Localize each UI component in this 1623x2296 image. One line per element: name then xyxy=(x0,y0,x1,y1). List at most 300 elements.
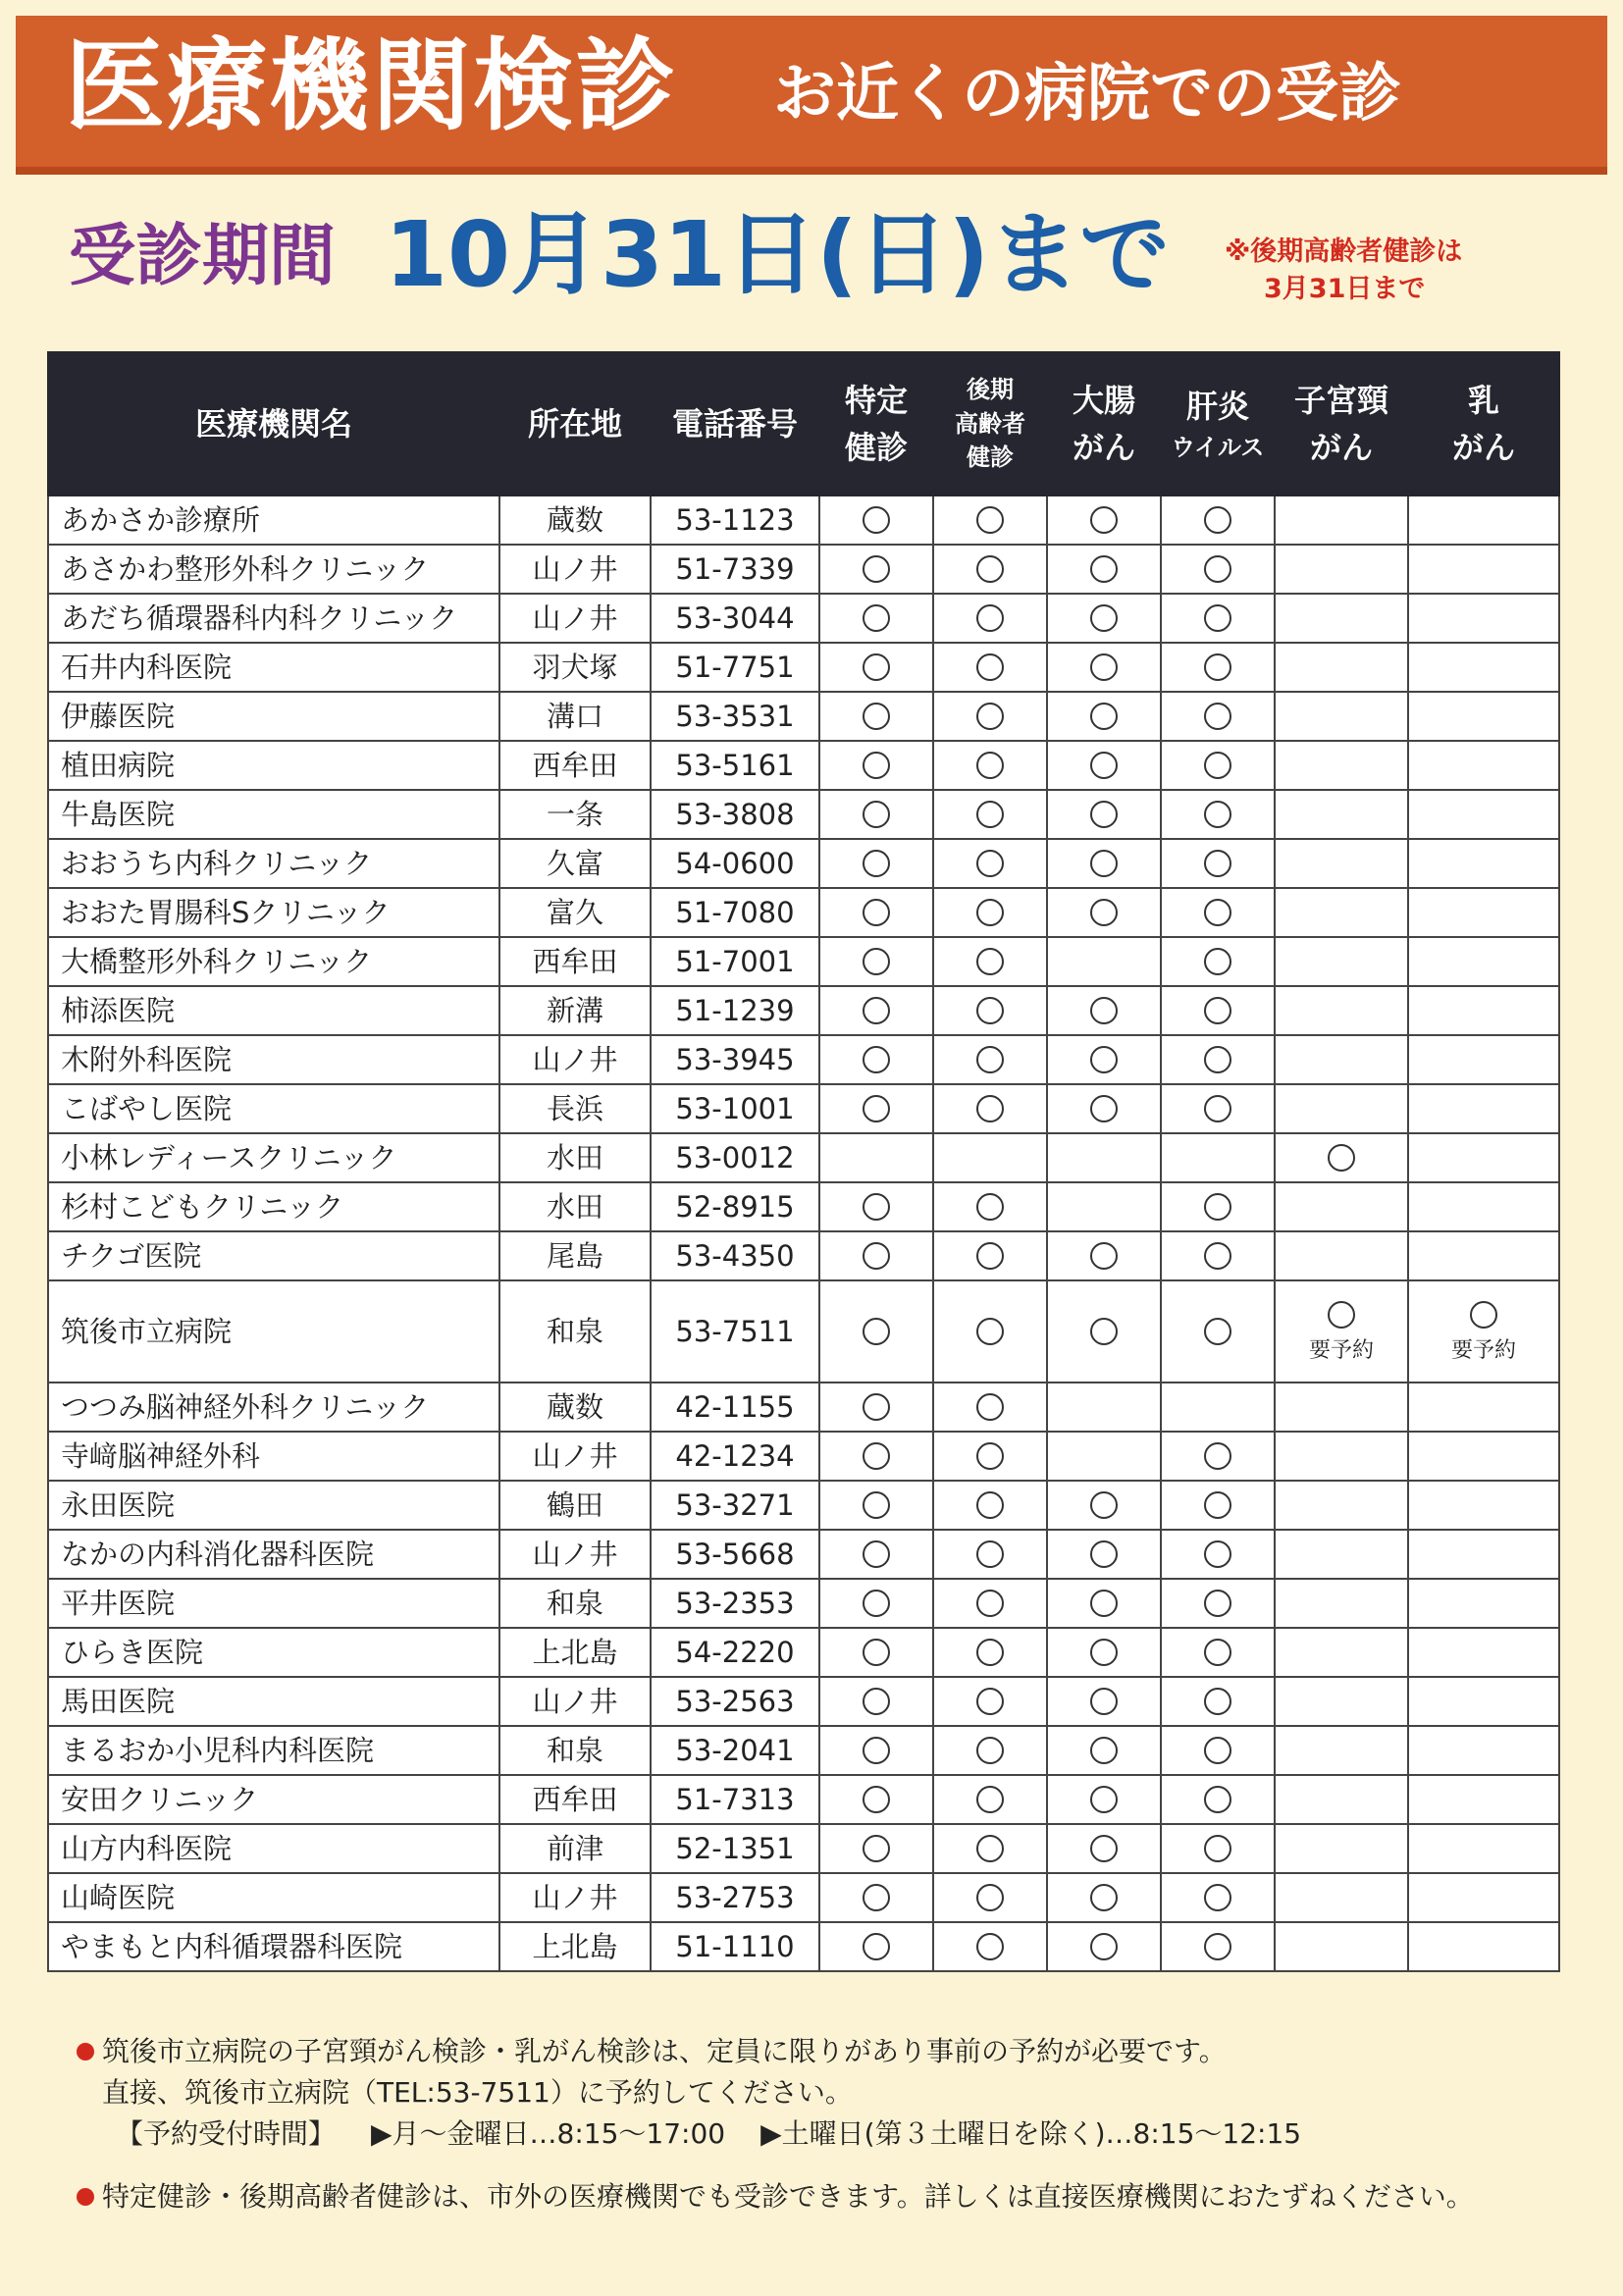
cell-kouki xyxy=(933,741,1047,790)
clinic-location: 長浜 xyxy=(499,1084,651,1133)
cell-daicho xyxy=(1047,1873,1161,1922)
period-date: 10月31日(日)まで xyxy=(385,202,1171,307)
available-mark-icon xyxy=(863,1442,890,1470)
table-body xyxy=(48,496,1559,1971)
available-mark-icon xyxy=(976,1242,1004,1270)
cell-kouki xyxy=(933,1280,1047,1383)
available-mark-icon xyxy=(863,653,890,681)
available-mark-icon xyxy=(863,1688,890,1715)
cell-tokutei xyxy=(819,790,933,839)
cell-tokutei xyxy=(819,1628,933,1677)
cell-kouki xyxy=(933,1035,1047,1084)
cell-kouki xyxy=(933,1481,1047,1530)
cell-shikyu xyxy=(1275,594,1408,643)
cell-nyu xyxy=(1408,1824,1559,1873)
clinic-phone: 53-3271 xyxy=(651,1481,819,1530)
table-row xyxy=(48,1133,1559,1182)
table-row xyxy=(48,1280,1559,1383)
clinic-phone: 42-1234 xyxy=(651,1432,819,1481)
cell-shikyu xyxy=(1275,790,1408,839)
cell-kanen xyxy=(1161,1133,1275,1182)
cell-shikyu xyxy=(1275,839,1408,888)
cell-daicho xyxy=(1047,692,1161,741)
clinic-location: 蔵数 xyxy=(499,496,651,545)
available-mark-icon xyxy=(1090,703,1118,730)
cell-kouki xyxy=(933,1726,1047,1775)
clinic-location: 西牟田 xyxy=(499,937,651,986)
cell-kouki xyxy=(933,1628,1047,1677)
available-mark-icon xyxy=(1090,801,1118,828)
cell-kanen xyxy=(1161,594,1275,643)
available-mark-icon xyxy=(1090,506,1118,534)
cell-shikyu xyxy=(1275,496,1408,545)
available-mark-icon xyxy=(863,1933,890,1960)
cell-tokutei xyxy=(819,1873,933,1922)
available-mark-icon xyxy=(1204,1193,1231,1221)
cell-kanen xyxy=(1161,643,1275,692)
available-mark-icon xyxy=(1204,653,1231,681)
table-row xyxy=(48,1677,1559,1726)
available-mark-icon xyxy=(976,555,1004,583)
cell-nyu xyxy=(1408,1432,1559,1481)
available-mark-icon xyxy=(863,1095,890,1122)
cell-tokutei xyxy=(819,937,933,986)
available-mark-icon xyxy=(1328,1144,1355,1172)
cell-tokutei xyxy=(819,1035,933,1084)
cell-nyu xyxy=(1408,741,1559,790)
cell-tokutei xyxy=(819,1182,933,1231)
available-mark-icon xyxy=(1204,1242,1231,1270)
cell-nyu xyxy=(1408,790,1559,839)
table-row xyxy=(48,1182,1559,1231)
available-mark-icon xyxy=(976,752,1004,779)
cell-kanen xyxy=(1161,1775,1275,1824)
available-mark-icon xyxy=(863,1786,890,1813)
cell-shikyu xyxy=(1275,1677,1408,1726)
cell-daicho xyxy=(1047,1530,1161,1579)
clinic-phone: 53-5161 xyxy=(651,741,819,790)
cell-shikyu xyxy=(1275,1280,1408,1383)
cell-kouki xyxy=(933,1775,1047,1824)
cell-tokutei xyxy=(819,643,933,692)
cell-kouki xyxy=(933,1432,1047,1481)
cell-nyu xyxy=(1408,1677,1559,1726)
available-mark-icon xyxy=(1204,555,1231,583)
clinic-phone: 51-7080 xyxy=(651,888,819,937)
cell-daicho xyxy=(1047,1775,1161,1824)
available-mark-icon xyxy=(1204,948,1231,975)
cell-shikyu xyxy=(1275,692,1408,741)
cell-tokutei xyxy=(819,1579,933,1628)
table-row xyxy=(48,986,1559,1035)
cell-nyu xyxy=(1408,1383,1559,1432)
cell-daicho xyxy=(1047,1579,1161,1628)
header-tokutei: 特定 健診 xyxy=(819,352,933,496)
clinic-name: なかの内科消化器科医院 xyxy=(48,1530,499,1579)
cell-tokutei xyxy=(819,986,933,1035)
cell-daicho xyxy=(1047,545,1161,594)
available-mark-icon xyxy=(1204,604,1231,632)
available-mark-icon xyxy=(863,1737,890,1764)
cell-tokutei xyxy=(819,839,933,888)
cell-kouki xyxy=(933,888,1047,937)
table-row xyxy=(48,839,1559,888)
available-mark-icon xyxy=(1090,1491,1118,1519)
clinic-phone: 42-1155 xyxy=(651,1383,819,1432)
cell-tokutei xyxy=(819,1481,933,1530)
cell-kanen xyxy=(1161,1922,1275,1971)
cell-tokutei xyxy=(819,1280,933,1383)
cell-kouki xyxy=(933,1922,1047,1971)
cell-nyu xyxy=(1408,1530,1559,1579)
available-mark-icon xyxy=(863,1242,890,1270)
cell-nyu xyxy=(1408,692,1559,741)
cell-shikyu xyxy=(1275,1133,1408,1182)
cell-daicho xyxy=(1047,643,1161,692)
cell-nyu xyxy=(1408,1280,1559,1383)
cell-kouki xyxy=(933,1231,1047,1280)
cell-nyu xyxy=(1408,1873,1559,1922)
clinic-name: 山方内科医院 xyxy=(48,1824,499,1873)
cell-tokutei xyxy=(819,496,933,545)
cell-kanen xyxy=(1161,692,1275,741)
clinic-location: 山ノ井 xyxy=(499,1432,651,1481)
clinic-location: 上北島 xyxy=(499,1922,651,1971)
cell-nyu xyxy=(1408,1726,1559,1775)
cell-shikyu xyxy=(1275,1775,1408,1824)
cell-kouki xyxy=(933,1530,1047,1579)
table-row xyxy=(48,1775,1559,1824)
available-mark-icon xyxy=(863,801,890,828)
clinic-table xyxy=(47,351,1560,1972)
available-mark-icon xyxy=(1204,1046,1231,1073)
available-mark-icon xyxy=(1090,1737,1118,1764)
cell-tokutei xyxy=(819,545,933,594)
table-row xyxy=(48,1628,1559,1677)
header-location: 所在地 xyxy=(499,352,651,496)
available-mark-icon xyxy=(1090,555,1118,583)
cell-kouki xyxy=(933,1677,1047,1726)
page-subtitle: お近くの病院での受診 xyxy=(773,58,1401,130)
clinic-name: 杉村こどもクリニック xyxy=(48,1182,499,1231)
clinic-location: 和泉 xyxy=(499,1579,651,1628)
cell-tokutei xyxy=(819,594,933,643)
available-mark-icon xyxy=(976,1835,1004,1862)
cell-kanen xyxy=(1161,1677,1275,1726)
cell-kouki xyxy=(933,1182,1047,1231)
kouki-period-note xyxy=(1225,234,1529,309)
cell-nyu xyxy=(1408,1579,1559,1628)
available-mark-icon xyxy=(976,1688,1004,1715)
reservation-hours: 【予約受付時間】 ▶月～金曜日…8:15～17:00 ▶土曜日(第３土曜日を除く)…8:15～12:15 xyxy=(116,2117,1302,2150)
cell-kanen xyxy=(1161,1481,1275,1530)
clinic-location: 前津 xyxy=(499,1824,651,1873)
clinic-location: 久富 xyxy=(499,839,651,888)
clinic-location: 西牟田 xyxy=(499,741,651,790)
available-mark-icon xyxy=(863,997,890,1024)
table-row xyxy=(48,790,1559,839)
clinic-phone: 54-2220 xyxy=(651,1628,819,1677)
cell-kouki xyxy=(933,1084,1047,1133)
cell-nyu xyxy=(1408,937,1559,986)
available-mark-icon xyxy=(976,801,1004,828)
available-mark-icon xyxy=(976,899,1004,926)
clinic-phone: 53-3531 xyxy=(651,692,819,741)
table-row xyxy=(48,1530,1559,1579)
table-row xyxy=(48,1035,1559,1084)
cell-shikyu xyxy=(1275,1824,1408,1873)
cell-shikyu xyxy=(1275,1579,1408,1628)
available-mark-icon xyxy=(1090,1046,1118,1073)
available-mark-icon xyxy=(976,653,1004,681)
clinic-phone: 53-3945 xyxy=(651,1035,819,1084)
available-mark-icon xyxy=(863,1884,890,1911)
cell-shikyu xyxy=(1275,545,1408,594)
cell-daicho xyxy=(1047,1035,1161,1084)
cell-tokutei xyxy=(819,1432,933,1481)
cell-daicho xyxy=(1047,594,1161,643)
clinic-name: 植田病院 xyxy=(48,741,499,790)
table-row xyxy=(48,692,1559,741)
available-mark-icon xyxy=(976,1786,1004,1813)
table-row xyxy=(48,1481,1559,1530)
cell-kanen xyxy=(1161,1280,1275,1383)
clinic-location: 水田 xyxy=(499,1133,651,1182)
clinic-location: 鶴田 xyxy=(499,1481,651,1530)
available-mark-icon xyxy=(976,1540,1004,1568)
table-row xyxy=(48,1383,1559,1432)
clinic-phone: 51-7339 xyxy=(651,545,819,594)
cell-daicho xyxy=(1047,1677,1161,1726)
available-mark-icon xyxy=(1090,653,1118,681)
note-reservation: 筑後市立病院の子宮頸がん検診・乳がん検診は、定員に限りがあり事前の予約が必要です。 直接、筑後市立病院（TEL:53-7511）に予約してください。 【予約受付時間】 ▶月～金曜日…8:15～17:00 ▶土曜日(第３土曜日を除く)…8:15～12:15 xyxy=(77,2031,1568,2155)
available-mark-icon xyxy=(1204,1639,1231,1666)
clinic-location: 山ノ井 xyxy=(499,594,651,643)
clinic-location: 山ノ井 xyxy=(499,1677,651,1726)
available-mark-icon xyxy=(863,948,890,975)
cell-nyu xyxy=(1408,496,1559,545)
table-row xyxy=(48,1579,1559,1628)
available-mark-icon xyxy=(1090,752,1118,779)
cell-kanen xyxy=(1161,741,1275,790)
header-nyu: 乳 がん xyxy=(1408,352,1559,496)
available-mark-icon xyxy=(1204,1442,1231,1470)
clinic-name: まるおか小児科内科医院 xyxy=(48,1726,499,1775)
cell-nyu xyxy=(1408,1922,1559,1971)
header-phone: 電話番号 xyxy=(651,352,819,496)
cell-kanen xyxy=(1161,1231,1275,1280)
cell-kouki xyxy=(933,986,1047,1035)
available-mark-icon xyxy=(863,703,890,730)
bullet-icon xyxy=(77,2043,94,2061)
cell-kanen xyxy=(1161,790,1275,839)
cell-tokutei xyxy=(819,1775,933,1824)
clinic-location: 西牟田 xyxy=(499,1775,651,1824)
clinic-location: 山ノ井 xyxy=(499,1035,651,1084)
clinic-name: やまもと内科循環器科医院 xyxy=(48,1922,499,1971)
header-kanen: 肝炎 ウイルス xyxy=(1161,352,1275,496)
cell-daicho xyxy=(1047,790,1161,839)
table-row xyxy=(48,1873,1559,1922)
cell-shikyu xyxy=(1275,986,1408,1035)
title-banner xyxy=(16,16,1607,175)
reservation-required-note: 要予約 xyxy=(1450,1338,1516,1363)
available-mark-icon xyxy=(976,1393,1004,1421)
cell-nyu xyxy=(1408,839,1559,888)
cell-shikyu xyxy=(1275,643,1408,692)
cell-daicho xyxy=(1047,1628,1161,1677)
cell-tokutei xyxy=(819,1824,933,1873)
available-mark-icon xyxy=(863,1590,890,1617)
available-mark-icon xyxy=(1204,1786,1231,1813)
available-mark-icon xyxy=(863,1393,890,1421)
table-row xyxy=(48,1084,1559,1133)
table-row xyxy=(48,741,1559,790)
bullet-icon xyxy=(77,2188,94,2206)
available-mark-icon xyxy=(1204,1590,1231,1617)
cell-nyu xyxy=(1408,888,1559,937)
available-mark-icon xyxy=(1090,850,1118,877)
cell-daicho xyxy=(1047,741,1161,790)
clinic-location: 溝口 xyxy=(499,692,651,741)
cell-daicho xyxy=(1047,937,1161,986)
available-mark-icon xyxy=(976,1933,1004,1960)
clinic-phone: 53-4350 xyxy=(651,1231,819,1280)
available-mark-icon xyxy=(976,1590,1004,1617)
notes xyxy=(77,2031,1568,2218)
available-mark-icon xyxy=(976,1442,1004,1470)
cell-shikyu xyxy=(1275,1231,1408,1280)
cell-shikyu xyxy=(1275,1084,1408,1133)
available-mark-icon xyxy=(976,1737,1004,1764)
available-mark-icon xyxy=(976,604,1004,632)
page-title: 医療機関検診 xyxy=(65,28,677,145)
available-mark-icon xyxy=(863,1318,890,1345)
cell-kanen xyxy=(1161,1035,1275,1084)
clinic-name: ひらき医院 xyxy=(48,1628,499,1677)
header-daicho: 大腸 がん xyxy=(1047,352,1161,496)
clinic-location: 一条 xyxy=(499,790,651,839)
cell-kanen xyxy=(1161,1432,1275,1481)
header-name: 医療機関名 xyxy=(48,352,499,496)
available-mark-icon xyxy=(1204,1688,1231,1715)
cell-kouki xyxy=(933,692,1047,741)
clinic-location: 山ノ井 xyxy=(499,1530,651,1579)
cell-nyu xyxy=(1408,1133,1559,1182)
clinic-phone: 53-3044 xyxy=(651,594,819,643)
cell-daicho xyxy=(1047,888,1161,937)
cell-shikyu xyxy=(1275,1481,1408,1530)
available-mark-icon xyxy=(1090,899,1118,926)
cell-kouki xyxy=(933,594,1047,643)
cell-daicho xyxy=(1047,839,1161,888)
clinic-phone: 53-2753 xyxy=(651,1873,819,1922)
cell-nyu xyxy=(1408,1035,1559,1084)
available-mark-icon xyxy=(1090,1540,1118,1568)
clinic-name: おおた胃腸科Sクリニック xyxy=(48,888,499,937)
available-mark-icon xyxy=(1204,703,1231,730)
cell-kanen xyxy=(1161,1530,1275,1579)
available-mark-icon xyxy=(1204,506,1231,534)
clinic-location: 新溝 xyxy=(499,986,651,1035)
kouki-note-line1: ※後期高齢者健診は xyxy=(1225,236,1463,267)
cell-nyu xyxy=(1408,1182,1559,1231)
clinic-phone: 53-5668 xyxy=(651,1530,819,1579)
table-row xyxy=(48,1432,1559,1481)
available-mark-icon xyxy=(976,997,1004,1024)
available-mark-icon xyxy=(1090,604,1118,632)
kouki-note-line2: 3月31日まで xyxy=(1264,274,1426,305)
clinic-location: 和泉 xyxy=(499,1280,651,1383)
clinic-phone: 52-1351 xyxy=(651,1824,819,1873)
available-mark-icon xyxy=(976,1639,1004,1666)
available-mark-icon xyxy=(1204,1095,1231,1122)
cell-kanen xyxy=(1161,937,1275,986)
cell-tokutei xyxy=(819,741,933,790)
available-mark-icon xyxy=(1090,1786,1118,1813)
clinic-name: 伊藤医院 xyxy=(48,692,499,741)
cell-daicho xyxy=(1047,986,1161,1035)
cell-kanen xyxy=(1161,888,1275,937)
available-mark-icon xyxy=(863,1193,890,1221)
cell-kanen xyxy=(1161,1824,1275,1873)
available-mark-icon xyxy=(1470,1301,1497,1329)
cell-shikyu xyxy=(1275,1873,1408,1922)
table-row xyxy=(48,545,1559,594)
cell-daicho xyxy=(1047,1824,1161,1873)
clinic-location: 富久 xyxy=(499,888,651,937)
available-mark-icon xyxy=(1090,1835,1118,1862)
available-mark-icon xyxy=(863,850,890,877)
cell-shikyu xyxy=(1275,1035,1408,1084)
cell-nyu xyxy=(1408,594,1559,643)
table-row xyxy=(48,1824,1559,1873)
cell-nyu xyxy=(1408,1481,1559,1530)
clinic-phone: 53-1123 xyxy=(651,496,819,545)
cell-kouki xyxy=(933,1383,1047,1432)
period-label: 受診期間 xyxy=(69,218,337,295)
cell-tokutei xyxy=(819,1084,933,1133)
cell-shikyu xyxy=(1275,937,1408,986)
cell-kanen xyxy=(1161,1579,1275,1628)
clinic-name: 安田クリニック xyxy=(48,1775,499,1824)
clinic-location: 羽犬塚 xyxy=(499,643,651,692)
table-row xyxy=(48,1231,1559,1280)
clinic-name: 山崎医院 xyxy=(48,1873,499,1922)
cell-kouki xyxy=(933,839,1047,888)
available-mark-icon xyxy=(976,948,1004,975)
clinic-phone: 53-0012 xyxy=(651,1133,819,1182)
cell-nyu xyxy=(1408,986,1559,1035)
cell-daicho xyxy=(1047,496,1161,545)
available-mark-icon xyxy=(1204,1933,1231,1960)
table-row xyxy=(48,594,1559,643)
cell-kanen xyxy=(1161,1873,1275,1922)
available-mark-icon xyxy=(1090,1933,1118,1960)
available-mark-icon xyxy=(1204,801,1231,828)
cell-kouki xyxy=(933,937,1047,986)
clinic-name: 大橋整形外科クリニック xyxy=(48,937,499,986)
cell-kanen xyxy=(1161,1726,1275,1775)
clinic-location: 和泉 xyxy=(499,1726,651,1775)
cell-daicho xyxy=(1047,1084,1161,1133)
available-mark-icon xyxy=(1204,752,1231,779)
clinic-phone: 53-2563 xyxy=(651,1677,819,1726)
cell-shikyu xyxy=(1275,1383,1408,1432)
clinic-name: あだち循環器科内科クリニック xyxy=(48,594,499,643)
clinic-location: 上北島 xyxy=(499,1628,651,1677)
clinic-name: チクゴ医院 xyxy=(48,1231,499,1280)
